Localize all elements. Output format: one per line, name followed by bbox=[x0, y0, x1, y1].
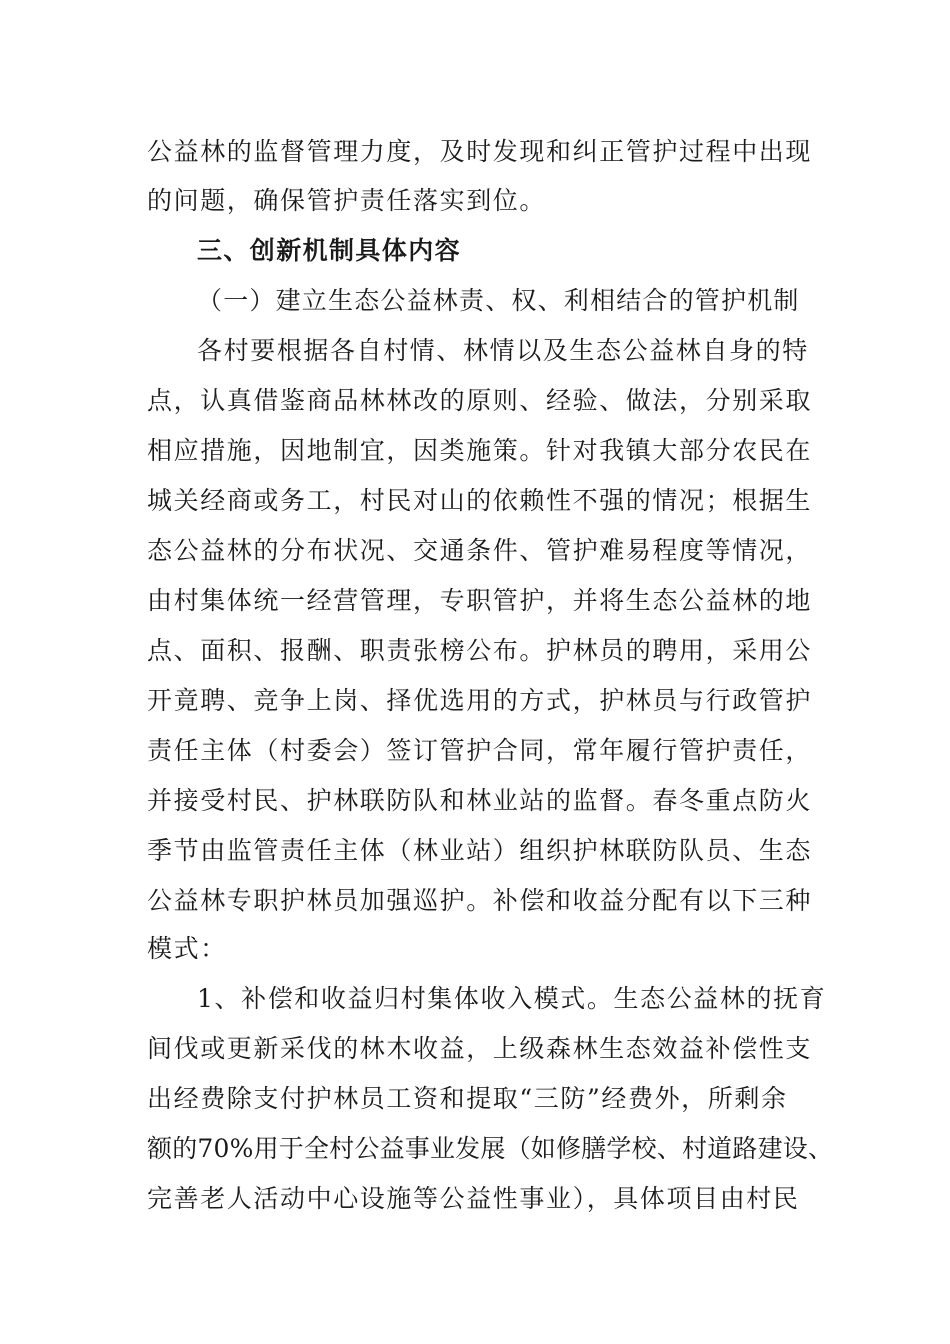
body-text-line: 态公益林的分布状况、交通条件、管护难易程度等情况， bbox=[147, 536, 813, 565]
body-text-line: 完善老人活动中心设施等公益性事业），具体项目由村民 bbox=[147, 1184, 800, 1213]
body-text-line: 点，认真借鉴商品林林改的原则、经验、做法，分别采取 bbox=[147, 386, 813, 415]
body-text-line: 公益林的监督管理力度，及时发现和纠正管护过程中出现 bbox=[147, 137, 813, 166]
body-text-line: 责任主体（村委会）签订管护合同，常年履行管护责任， bbox=[147, 736, 813, 765]
body-text-line: 点、面积、报酬、职责张榜公布。护林员的聘用，采用公 bbox=[147, 636, 813, 665]
list-item-line: 1、补偿和收益归村集体收入模式。生态公益林的抚育 bbox=[197, 984, 827, 1013]
body-text-line: 出经费除支付护林员工资和提取“三防”经费外，所剩余 bbox=[147, 1084, 788, 1113]
body-text-line: 额的70%用于全村公益事业发展（如修膳学校、村道路建设、 bbox=[147, 1134, 834, 1163]
body-text-line: 开竟聘、竞争上岗、择优选用的方式，护林员与行政管护 bbox=[147, 686, 813, 715]
body-text-line: 公益林专职护林员加强巡护。补偿和收益分配有以下三种 bbox=[147, 886, 813, 915]
body-text-line: 相应措施，因地制宜，因类施策。针对我镇大部分农民在 bbox=[147, 436, 813, 465]
body-text-line: 城关经商或务工，村民对山的依赖性不强的情况；根据生 bbox=[147, 486, 813, 515]
body-text-line: 间伐或更新采伐的林木收益，上级森林生态效益补偿性支 bbox=[147, 1034, 813, 1063]
subsection-heading: （一）建立生态公益林责、权、利相结合的管护机制 bbox=[197, 286, 800, 315]
body-text-line: 各村要根据各自村情、林情以及生态公益林自身的特 bbox=[197, 336, 809, 365]
body-text-line: 的问题，确保管护责任落实到位。 bbox=[147, 186, 547, 215]
body-text-line: 由村集体统一经营管理，专职管护，并将生态公益林的地 bbox=[147, 586, 813, 615]
body-text-line: 并接受村民、护林联防队和林业站的监督。春冬重点防火 bbox=[147, 786, 813, 815]
body-text-line: 模式： bbox=[147, 934, 227, 963]
body-text-line: 季节由监管责任主体（林业站）组织护林联防队员、生态 bbox=[147, 836, 813, 865]
section-heading: 三、创新机制具体内容 bbox=[197, 236, 462, 265]
